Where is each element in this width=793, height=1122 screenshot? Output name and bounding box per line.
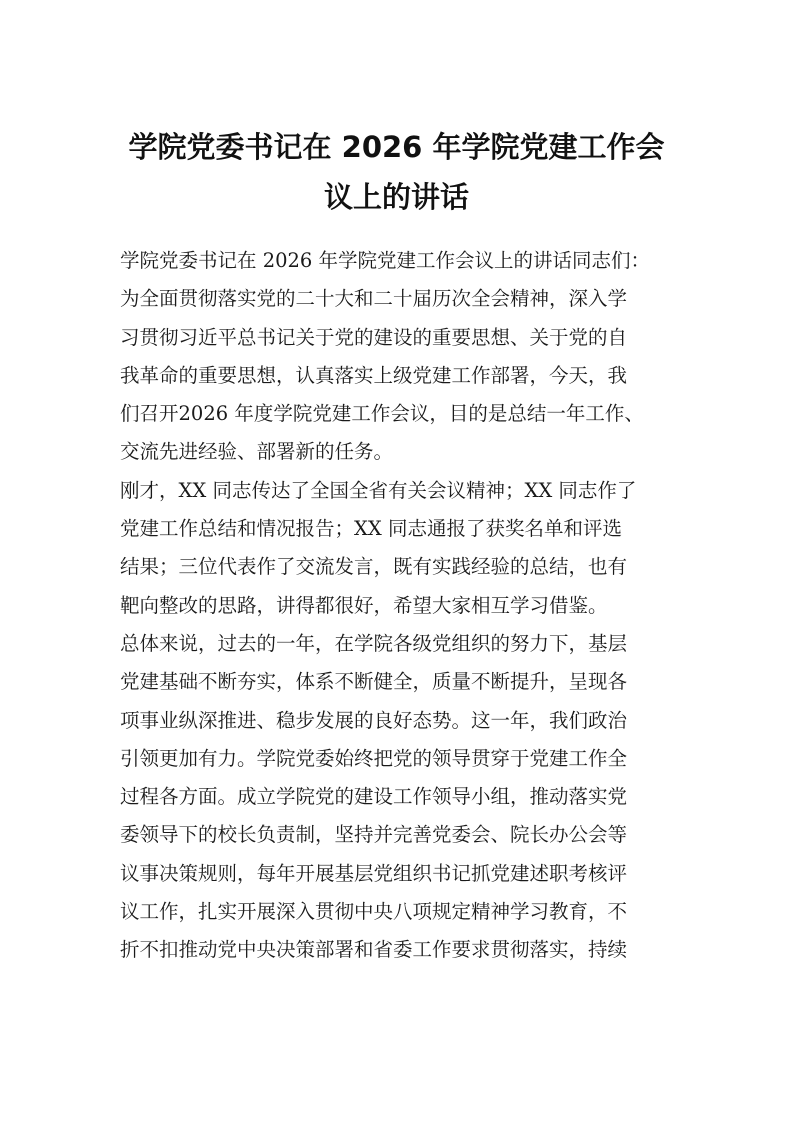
body-line: 党建工作总结和情况报告；XX 同志通报了获奖名单和评选 bbox=[120, 517, 622, 541]
body-line: 习贯彻习近平总书记关于党的建设的重要思想、关于党的自 bbox=[120, 325, 628, 349]
body-line: 项事业纵深推进、稳步发展的良好态势。这一年，我们政治 bbox=[120, 708, 628, 732]
body-line: 们召开2026 年度学院党建工作会议，目的是总结一年工作、 bbox=[120, 402, 644, 426]
body-line: 过程各方面。成立学院党的建设工作领导小组，推动落实党 bbox=[120, 785, 628, 809]
body-line: 议工作，扎实开展深入贯彻中央八项规定精神学习教育，不 bbox=[120, 900, 628, 924]
body-line: 折不扣推动党中央决策部署和省委工作要求贯彻落实，持续 bbox=[120, 938, 628, 962]
body-line: 总体来说，过去的一年，在学院各级党组织的努力下，基层 bbox=[120, 631, 628, 655]
body-line: 议事决策规则，每年开展基层党组织书记抓党建述职考核评 bbox=[120, 861, 628, 885]
title-line-2: 议上的讲话 bbox=[323, 180, 469, 214]
body-line: 引领更加有力。学院党委始终把党的领导贯穿于党建工作全 bbox=[120, 746, 628, 770]
body-line: 委领导下的校长负责制，坚持并完善党委会、院长办公会等 bbox=[120, 823, 628, 847]
body-line: 交流先进经验、部署新的任务。 bbox=[120, 440, 394, 464]
body-line: 靶向整改的思路，讲得都很好，希望大家相互学习借鉴。 bbox=[120, 593, 608, 617]
body-line: 党建基础不断夯实，体系不断健全，质量不断提升，呈现各 bbox=[120, 670, 628, 694]
body-line: 学院党委书记在 2026 年学院党建工作会议上的讲话同志们： bbox=[120, 249, 651, 272]
body-line: 为全面贯彻落实党的二十大和二十届历次全会精神，深入学 bbox=[120, 287, 628, 311]
body-line: 我革命的重要思想，认真落实上级党建工作部署，今天，我 bbox=[120, 363, 628, 387]
document-body bbox=[120, 242, 680, 970]
body-line: 结果；三位代表作了交流发言，既有实践经验的总结，也有 bbox=[120, 555, 628, 579]
document-title bbox=[120, 122, 673, 222]
title-line-1: 学院党委书记在 2026 年学院党建工作会 bbox=[128, 130, 665, 164]
body-line: 刚才，XX 同志传达了全国全省有关会议精神；XX 同志作了 bbox=[120, 478, 637, 502]
